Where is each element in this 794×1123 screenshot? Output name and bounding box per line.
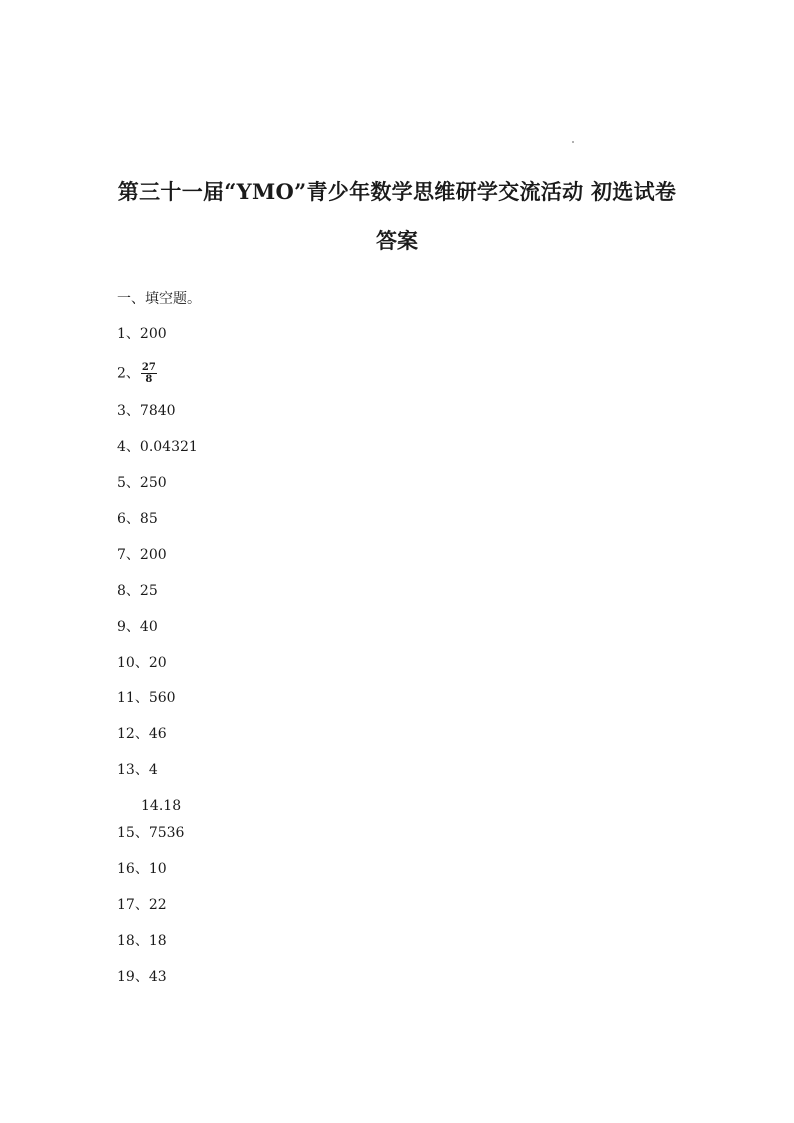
answer-item-18 bbox=[117, 931, 167, 951]
answer-number: 7 bbox=[117, 547, 126, 563]
answer-item-11 bbox=[117, 688, 176, 708]
answer-item-16 bbox=[117, 859, 167, 879]
answer-number: 5 bbox=[117, 475, 126, 491]
answer-separator: 、 bbox=[125, 475, 140, 491]
answer-separator: 、 bbox=[125, 511, 140, 527]
answer-item-1 bbox=[117, 324, 167, 344]
answer-separator: 、 bbox=[125, 619, 140, 635]
answer-separator: 、 bbox=[125, 365, 140, 382]
answer-separator: 、 bbox=[125, 583, 140, 599]
answer-value: 18 bbox=[163, 798, 182, 814]
answer-value: 18 bbox=[148, 933, 167, 949]
answer-item-19 bbox=[117, 967, 167, 987]
answer-item-6 bbox=[117, 509, 158, 529]
answer-item-4 bbox=[117, 437, 198, 457]
answer-value: 20 bbox=[148, 655, 167, 671]
answer-item-12 bbox=[117, 724, 167, 744]
answer-number: 8 bbox=[117, 583, 126, 599]
answer-value: 10 bbox=[148, 861, 167, 877]
answer-value: 43 bbox=[148, 969, 167, 985]
answer-value: 0.04321 bbox=[139, 439, 198, 455]
answer-item-7 bbox=[117, 545, 167, 565]
answer-number: 9 bbox=[117, 619, 126, 635]
answer-value: 200 bbox=[139, 547, 167, 563]
answer-separator: 、 bbox=[134, 726, 149, 742]
document-subtitle: 答案 bbox=[376, 228, 418, 253]
answer-value: 46 bbox=[148, 726, 167, 742]
answer-number: 16 bbox=[117, 861, 135, 877]
answer-item-2 bbox=[117, 362, 157, 385]
answer-item-13 bbox=[117, 760, 158, 780]
answer-item-10 bbox=[117, 653, 167, 673]
document-title: 第三十一届“YMO”青少年数学思维研学交流活动 初选试卷 bbox=[117, 179, 677, 204]
answer-separator: 、 bbox=[134, 655, 149, 671]
answer-value: 40 bbox=[139, 619, 158, 635]
answer-separator: 、 bbox=[134, 825, 149, 841]
answer-number: 15 bbox=[117, 825, 135, 841]
answer-value: 4 bbox=[148, 762, 158, 778]
answer-separator: 、 bbox=[125, 403, 140, 419]
answer-number: 4 bbox=[117, 439, 126, 455]
answer-item-9 bbox=[117, 617, 158, 637]
answer-separator: 、 bbox=[125, 547, 140, 563]
answer-number: 13 bbox=[117, 762, 135, 778]
answer-separator: 、 bbox=[134, 933, 149, 949]
answer-item-14 bbox=[141, 796, 181, 816]
answer-item-15 bbox=[117, 823, 184, 843]
answer-separator: 、 bbox=[134, 690, 149, 706]
answer-value: 7840 bbox=[139, 403, 176, 419]
answer-item-17 bbox=[117, 895, 167, 915]
answer-separator: 、 bbox=[125, 326, 140, 342]
answer-separator: . bbox=[158, 798, 164, 814]
answer-value: 250 bbox=[139, 475, 167, 491]
answer-fraction bbox=[141, 362, 157, 385]
answer-number: 14 bbox=[141, 798, 159, 814]
answer-separator: 、 bbox=[134, 969, 149, 985]
answer-item-3 bbox=[117, 401, 176, 421]
fraction-numerator: 27 bbox=[141, 362, 156, 373]
stray-dot bbox=[572, 141, 574, 143]
answer-separator: 、 bbox=[134, 897, 149, 913]
answer-number: 19 bbox=[117, 969, 135, 985]
answer-item-8 bbox=[117, 581, 158, 601]
answer-number: 17 bbox=[117, 897, 135, 913]
answer-number: 1 bbox=[117, 326, 126, 342]
answer-number: 2 bbox=[117, 365, 126, 382]
answer-value: 85 bbox=[139, 511, 158, 527]
answer-separator: 、 bbox=[125, 439, 140, 455]
fraction-denominator: 8 bbox=[145, 374, 153, 385]
answer-value: 7536 bbox=[148, 825, 185, 841]
answer-value: 200 bbox=[139, 326, 167, 342]
answer-number: 10 bbox=[117, 655, 135, 671]
answer-number: 18 bbox=[117, 933, 135, 949]
answer-separator: 、 bbox=[134, 762, 149, 778]
answer-separator: 、 bbox=[134, 861, 149, 877]
answer-item-5 bbox=[117, 473, 167, 493]
answer-number: 12 bbox=[117, 726, 135, 742]
answer-number: 6 bbox=[117, 511, 126, 527]
answer-value: 560 bbox=[148, 690, 176, 706]
answer-value: 25 bbox=[139, 583, 158, 599]
answer-value: 22 bbox=[148, 897, 167, 913]
answer-number: 11 bbox=[117, 690, 135, 706]
section-heading: 一、填空题。 bbox=[117, 291, 201, 307]
answer-number: 3 bbox=[117, 403, 126, 419]
